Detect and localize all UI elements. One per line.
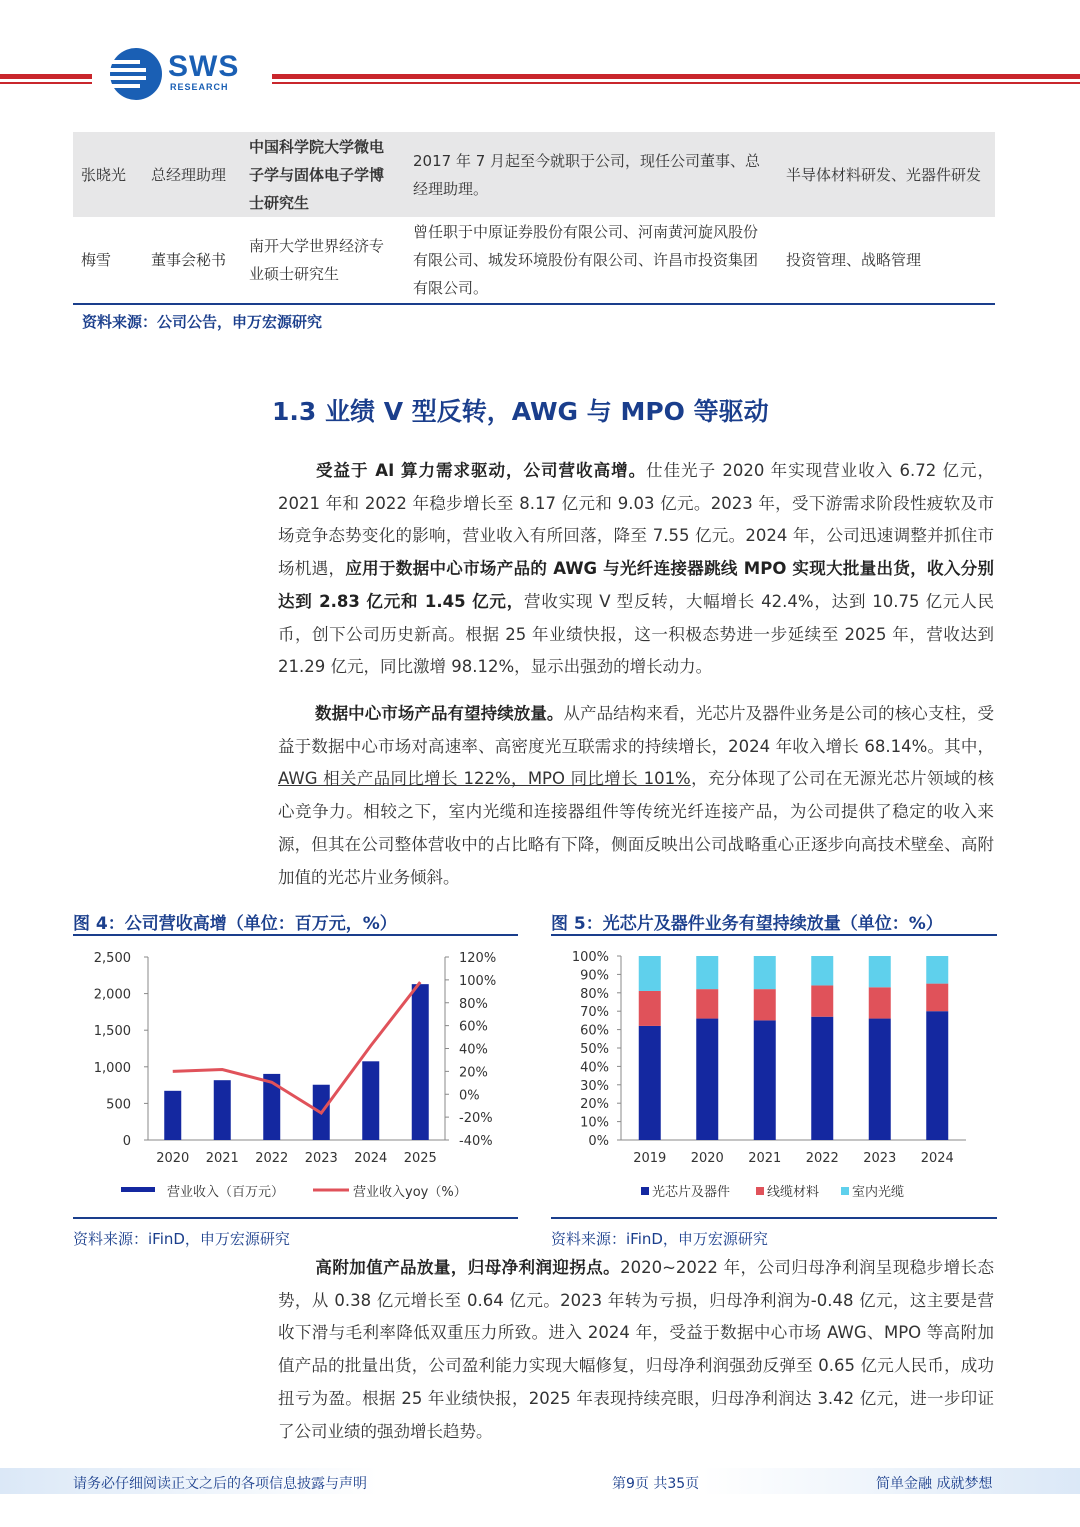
- header-rule-right-thin: [272, 82, 1080, 84]
- x-tick-label: 2019: [633, 1151, 667, 1166]
- figure4-top-rule: [73, 934, 518, 936]
- paragraph-profit: [278, 1252, 994, 1448]
- y-right-tick-label: 120%: [459, 951, 497, 966]
- figure5-source: 资料来源：iFinD，申万宏源研究: [551, 1230, 768, 1248]
- para2-underlined: AWG 相关产品同比增长 122%，MPO 同比增长 101%: [278, 769, 691, 789]
- x-tick-label: 2025: [403, 1151, 437, 1166]
- figure5-top-rule: [551, 934, 997, 936]
- revenue-chart: [73, 940, 518, 1215]
- stack-segment-cable-material: [754, 989, 776, 1020]
- x-tick-label: 2024: [920, 1151, 954, 1166]
- y-tick-label: 60%: [580, 1023, 609, 1039]
- table-row: [73, 217, 995, 302]
- yoy-line: [173, 982, 421, 1113]
- x-tick-label: 2024: [354, 1151, 388, 1166]
- legend-revenue-label: 营业收入（百万元）: [167, 1185, 285, 1200]
- y-tick-label: 10%: [580, 1115, 609, 1131]
- y-right-tick-label: 80%: [459, 996, 488, 1012]
- cell-name: 张晓光: [81, 165, 127, 184]
- footer-disclaimer: 请务必仔细阅读正文之后的各项信息披露与声明: [73, 1476, 367, 1492]
- y-right-tick-label: 20%: [459, 1065, 488, 1081]
- x-tick-label: 2021: [205, 1151, 239, 1166]
- legend-label: 光芯片及器件: [652, 1185, 731, 1200]
- y-left-tick-label: 1,000: [93, 1060, 131, 1076]
- y-left-tick-label: 1,500: [93, 1024, 131, 1040]
- legend-label: 线缆材料: [767, 1185, 820, 1200]
- y-left-tick-label: 2,000: [93, 987, 131, 1003]
- header-rule-left: [0, 74, 92, 79]
- figure4-bottom-rule: [73, 1217, 518, 1219]
- y-right-tick-label: 100%: [459, 973, 497, 989]
- cell-education: 中国科学院大学微电子学与固体电子学博士研究生: [249, 137, 385, 212]
- paragraph-revenue: [278, 455, 994, 684]
- para2-text1: 从产品结构来看，光芯片及器件业务是公司的核心支柱，受益于数据中心市场对高速率、高密度光互联需求的持续增长，2024 年收入增长 68.14%。其中，: [278, 704, 995, 756]
- stack-segment-indoor-cable: [811, 956, 833, 985]
- y-left-tick-label: 2,500: [93, 951, 131, 966]
- para1-bold2: 应用于数据中心市场产品的 AWG 与光纤连接器跳线 MPO 实现大批量出货，收入分别达到 2.83 亿元和 1.45 亿元，: [278, 559, 995, 611]
- para3-text1: 2020~2022 年，公司归母净利润呈现稳步增长态势，从 0.38 亿元增长至 0.64 亿元。2023 年转为亏损，归母净利润为-0.48 亿元，这主要是营收下滑与毛利率降低双重压力所致。进入 2024 年，受益于数据中心市场 AWG、MPO 等高附加值产品的批量出货，公司盈利能力实现大幅修复，归母净利润强劲反弹至 0.65 亿元人民币，成功扭亏为盈。根据 25 年业绩快报，2025 年表现持续亮眼，归母净利润达 3.42 亿元，进一步印证了公司业绩的强劲增长趋势。: [278, 1258, 994, 1441]
- cell-name: 梅雪: [81, 250, 112, 269]
- y-tick-label: 0%: [588, 1134, 609, 1149]
- y-right-tick-label: 60%: [459, 1019, 488, 1035]
- stack-segment-indoor-cable: [926, 956, 948, 984]
- x-tick-label: 2023: [304, 1151, 338, 1166]
- para1-lead: 受益于 AI 算力需求驱动，公司营收高增。: [315, 461, 647, 480]
- stack-segment-chip: [926, 1011, 948, 1140]
- stack-segment-indoor-cable: [869, 956, 891, 987]
- stack-segment-chip: [696, 1019, 718, 1140]
- legend-swatch: [756, 1187, 764, 1195]
- y-right-tick-label: 40%: [459, 1042, 488, 1058]
- cell-field: 投资管理、战略管理: [786, 250, 922, 269]
- y-right-tick-label: 0%: [459, 1088, 480, 1104]
- footer-slogan: 简单金融 成就梦想: [876, 1476, 993, 1492]
- y-tick-label: 80%: [580, 986, 609, 1002]
- stack-segment-indoor-cable: [696, 956, 718, 989]
- stack-segment-cable-material: [696, 989, 718, 1018]
- legend-revenue-swatch: [121, 1187, 155, 1192]
- figure5-bottom-rule: [551, 1217, 997, 1219]
- footer-page-number: 第9页 共35页: [612, 1476, 700, 1492]
- y-right-tick-label: -20%: [459, 1111, 493, 1127]
- stack-segment-chip: [639, 1026, 661, 1140]
- revenue-bar: [164, 1091, 181, 1140]
- cell-title: 总经理助理: [151, 165, 227, 184]
- management-table: [73, 132, 995, 302]
- stack-segment-chip: [811, 1017, 833, 1140]
- y-tick-label: 20%: [580, 1097, 609, 1113]
- paragraph-datacenter: [278, 698, 994, 894]
- cell-title: 董事会秘书: [151, 250, 227, 269]
- legend-label: 室内光缆: [852, 1185, 905, 1200]
- table-row: [73, 132, 995, 217]
- legend-swatch: [641, 1187, 649, 1195]
- x-tick-label: 2020: [156, 1151, 190, 1166]
- y-tick-label: 90%: [580, 968, 609, 984]
- y-left-tick-label: 0: [122, 1134, 131, 1149]
- x-tick-label: 2022: [255, 1151, 289, 1166]
- y-left-tick-label: 500: [106, 1097, 131, 1113]
- para3-lead: 高附加值产品放量，归母净利润迎拐点。: [315, 1258, 621, 1277]
- header-rule-right: [272, 74, 1080, 79]
- stack-segment-chip: [754, 1020, 776, 1140]
- logo-text: SWS: [168, 50, 240, 83]
- x-tick-label: 2023: [863, 1151, 897, 1166]
- para2-text2: ，充分体现了公司在无源光芯片领域的核心竞争力。相较之下，室内光缆和连接器组件等传统光纤连接产品，为公司提供了稳定的收入来源，但其在公司整体营收中的占比略有下降，侧面反映出公司战略重心正逐步向高技术壁垒、高附加值的光芯片业务倾斜。: [278, 769, 995, 887]
- stack-segment-cable-material: [639, 991, 661, 1026]
- para2-lead: 数据中心市场产品有望持续放量。: [315, 704, 564, 723]
- stack-segment-indoor-cable: [754, 956, 776, 989]
- logo-subtext: RESEARCH: [170, 82, 229, 92]
- stack-segment-cable-material: [869, 987, 891, 1018]
- para1-text1: 仕佳光子 2020 年实现营业收入 6.72 亿元，2021 年和 2022 年稳步增长至 8.17 亿元和 9.03 亿元。2023 年，受下游需求阶段性疲软及市场竞争态势变化的影响，营业收入有所回落，降至 7.55 亿元。2024 年，公司迅速调整并抓住市场机遇，: [278, 461, 994, 579]
- y-tick-label: 100%: [571, 950, 609, 965]
- figure5-title: 图 5：光芯片及器件业务有望持续放量（单位：%）: [551, 914, 943, 934]
- x-tick-label: 2022: [805, 1151, 839, 1166]
- figure4-title: 图 4：公司营收高增（单位：百万元，%）: [73, 914, 397, 934]
- y-tick-label: 40%: [580, 1060, 609, 1076]
- y-tick-label: 30%: [580, 1078, 609, 1094]
- cell-field: 半导体材料研发、光器件研发: [786, 165, 982, 184]
- section-title: 1.3 业绩 V 型反转，AWG 与 MPO 等驱动: [272, 397, 769, 426]
- y-right-tick-label: -40%: [459, 1134, 493, 1149]
- y-tick-label: 70%: [580, 1005, 609, 1021]
- business-mix-chart: [551, 940, 997, 1215]
- revenue-bar: [412, 984, 429, 1140]
- para1-text2: 营收实现 V 型反转，大幅增长 42.4%，达到 10.75 亿元人民币，创下公司历史新高。根据 25 年业绩快报，这一积极态势进一步延续至 2025 年，营收达到 21.29 亿元，同比激增 98.12%，显示出强劲的增长动力。: [278, 591, 994, 677]
- header-rule-left-thin: [0, 82, 92, 84]
- cell-experience: 曾任职于中原证券股份有限公司、河南黄河旋风股份有限公司、城发环境股份有限公司、许昌市投资集团有限公司。: [413, 222, 759, 297]
- stack-segment-chip: [869, 1019, 891, 1140]
- revenue-bar: [362, 1061, 379, 1140]
- table-bottom-rule: [73, 303, 995, 305]
- x-tick-label: 2020: [690, 1151, 724, 1166]
- figure4-source: 资料来源：iFinD，申万宏源研究: [73, 1230, 290, 1248]
- stack-segment-cable-material: [811, 985, 833, 1016]
- table-source: 资料来源：公司公告，申万宏源研究: [82, 313, 323, 331]
- stack-segment-cable-material: [926, 984, 948, 1012]
- stack-segment-indoor-cable: [639, 956, 661, 991]
- x-tick-label: 2021: [748, 1151, 782, 1166]
- cell-education: 南开大学世界经济专业硕士研究生: [249, 236, 385, 283]
- cell-experience: 2017 年 7 月起至今就职于公司，现任公司董事、总经理助理。: [413, 151, 761, 198]
- y-tick-label: 50%: [580, 1042, 609, 1057]
- legend-yoy-label: 营业收入yoy（%）: [353, 1185, 467, 1200]
- legend-swatch: [841, 1187, 849, 1195]
- revenue-bar: [214, 1080, 231, 1140]
